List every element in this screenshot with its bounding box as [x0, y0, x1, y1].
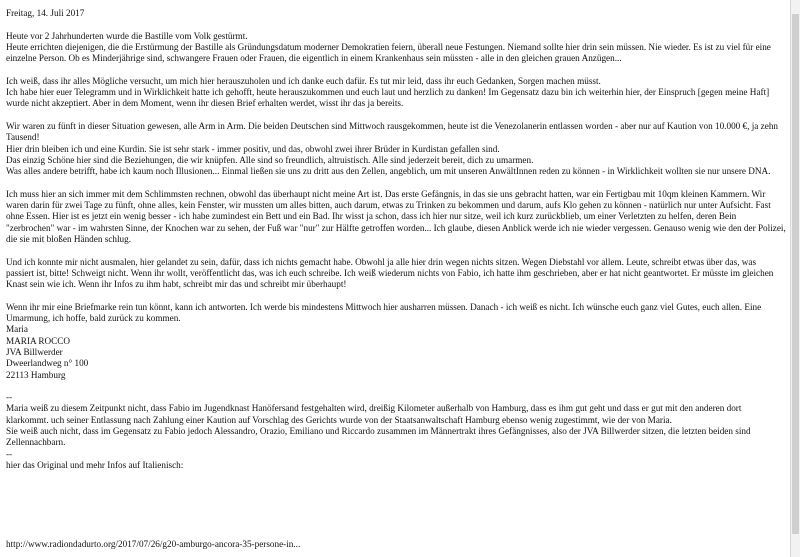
text-line: Was alles andere betrifft, habe ich kaum noch Illusionen... Einmal ließen sie uns zu dritt aus den Zellen, angeblich, um mit unseren AnwältInnen reden zu können - in Wirklichkeit wollten sie nur unsere DNA. [6, 166, 771, 177]
text-line: Wir waren zu fünft in dieser Situation gewesen, alle Arm in Arm. Die beiden Deutschen sind Mittwoch rausgekommen, heute ist die Venezolanerin entlassen worden - aber nur auf Kaution von 10.000 €, ja zehn Tausend! [6, 120, 779, 143]
address-line: JVA Billwerder [6, 346, 63, 357]
text-line: Maria weiß zu diesem Zeitpunkt nicht, dass Fabio im Jugendknast Hanöfersand festgehalten wird, dreißig Kilometer außerhalb von Hamburg, dass es ihm gut geht und dass er gut mit den anderen dort klarkommt. uch seiner Entlassung nach Zahlung einer Kaution auf Vorschlag des Gerichts wurde von der Staatsanwaltschaft Hamburg ebenso wenig zugestimmt, wie der von Maria. [6, 403, 742, 425]
text-line: Hier drin bleiben ich und eine Kurdin. Sie ist sehr stark - immer positiv, und das, obwohl zwei ihrer Brüder in Kurdistan gefallen sind. [6, 143, 500, 154]
separator: -- [6, 392, 13, 403]
address-line: 22113 Hamburg [6, 369, 66, 380]
text-line: Ich weiß, dass ihr alles Mögliche versucht, um mich hier herauszuholen und ich danke euch dafür. Es tut mir leid, dass ihr euch Gedanken, Sorgen machen müsst. [6, 75, 601, 86]
address-line: MARIA ROCCO [6, 335, 71, 346]
paragraph-closing: Wenn ihr mir eine Briefmarke rein tun könnt, kann ich antworten. Ich werde bis mindestens Mittwoch hier ausharren müssen. Danach - ich weiß es nicht. Ich wünsche euch ganz viel Gutes, euch allen. Eine Umarmung, ich hoffe, bald zurück zu kommen. [6, 301, 762, 324]
text-line: Heute vor 2 Jahrhunderten wurde die Bastille vom Volk gestürmt. [6, 30, 248, 41]
paragraph-editor-note [6, 403, 786, 448]
paragraph-situation [6, 121, 786, 177]
letter-content [6, 8, 786, 471]
text-line: Das einzig Schöne hier sind die Beziehungen, die wir knüpfen. Alle sind so freundlich, altruistisch. Alle sind jederzeit bereit, dich zu umarmen. [6, 154, 534, 165]
paragraph-bastille [6, 31, 786, 65]
separator: -- [6, 448, 13, 459]
address-line: Dweerlandweg n° 100 [6, 358, 89, 369]
text-line: Sie weiß auch nicht, dass im Gegensatz zu Fabio jedoch Alessandro, Orazio, Emiliano und Riccardo zusammen im Männertrakt ihres Gefängnisses, also der JVA Billwerder sitzen, die letzten beiden sind Zellennachbarn. [6, 425, 751, 448]
paragraph-thanks [6, 76, 786, 110]
text-line: Heute errichten diejenigen, die die Erstürmung der Bastille als Gründungsdatum moderner Demokratien feiern, überall neue Festungen. Niemand sollte hier drin sein müssen. Nie wieder. Es ist zu viel für eine einzelne Person. Ob es Minderjährige sind, schwangere Frauen oder Frauen, die eigentlich in einem Krankenhaus sein müssten - alle in den gleichen grauen Anzügen... [6, 41, 771, 64]
paragraph-fabio: Und ich konnte mir nicht ausmalen, hier gelandet zu sein, dafür, dass ich nichts gemacht habe. Obwohl ja alle hier drin wegen nichts sitzen. Wegen Diebstahl vor allem. Leute, schreibt etwas über das, was passiert ist, bitte! Schweigt nicht. Wenn ihr wollt, veröffentlicht das, was ich euch schreibe. Ich weiß wiederum nichts von Fabio, ich hatte ihm geschrieben, aber er hat nicht geantwortet. Er müsste im gleichen Knast sein wie ich. Wenn ihr Infos zu ihm habt, schreibt mir das und schreibt mir überhaupt! [6, 256, 774, 290]
date-line: Freitag, 14. Juli 2017 [6, 8, 85, 18]
spacer [6, 381, 786, 392]
vertical-scrollbar[interactable] [790, 0, 800, 557]
original-source-note: hier das Original und mehr Infos auf Italienisch: [6, 459, 184, 470]
source-link[interactable]: http://www.radiondadurto.org/2017/07/26/g20-amburgo-ancora-35-persone-in... [6, 539, 301, 549]
scrollbar-thumb[interactable] [792, 14, 799, 534]
signature: Maria [6, 324, 28, 335]
text-line: Ich habe hier euer Telegramm und in Wirklichkeit hatte ich gehofft, heute herauszukommen und euch laut und herzlich zu danken! Im Gegensatz dazu bin ich weiterhin hier, der Einspruch [gegen meine Haft] wurde nicht akzeptiert. Aber in dem Moment, wenn ihr diesen Brief erhalten werdet, wisst ihr das ja bereits. [6, 87, 770, 109]
paragraph-prison: Ich muss hier an sich immer mit dem Schlimmsten rechnen, obwohl das überhaupt nicht meine Art ist. Das erste Gefängnis, in das sie uns gebracht hatten, war ein Fertigbau mit 10qm kleinen Kammern. Wir waren darin für zwei Tage zu fünft, ohne alles, kein Fenster, wir mussten um alles bitten, auch darum, etwas zu Trinken zu bekommen und darum, aufs Klo gehen zu können - natürlich nur unter Aufsicht. Fast ohne Essen. Hier ist es jetzt ein wenig besser - ich habe zumindest ein Bett und ein Bad. Ihr wisst ja schon, dass ich hier nur sitze, weil ich kurz zurückblieb, um einer Verletzten zu helfen, deren Bein "zerbrochen" war - im wahrsten Sinne, der Knochen war zu sehen, der Fuß war "nur" zur Hälfte getroffen worden... Ich glaube, diesen Anblick werde ich nie wieder vergessen. Genauso wenig wie den der Polizei, die sie mit bloßen Händen schlug. [6, 188, 786, 244]
